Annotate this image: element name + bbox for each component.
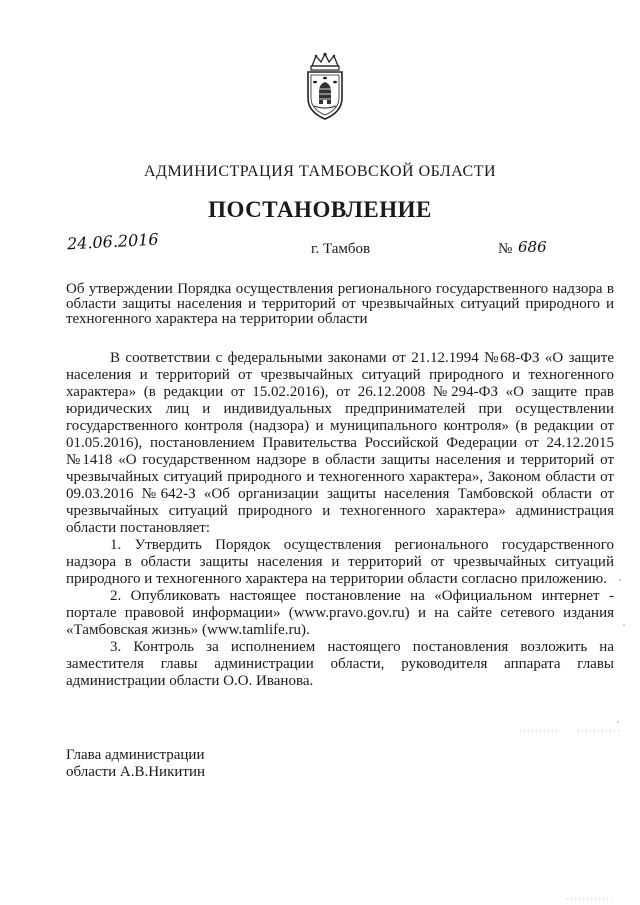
organization-name: АДМИНИСТРАЦИЯ ТАМБОВСКОЙ ОБЛАСТИ <box>143 163 497 180</box>
handwritten-document-number: 686 <box>518 238 547 256</box>
item-3-paragraph: 3. Контроль за исполнением настоящего постановления возложить на заместителя главы администрации области, руководителя аппарата главы администрации области О.О. Иванова. <box>66 639 614 689</box>
signer-name: области А.В.Никитин <box>66 764 206 780</box>
handwritten-date: 24.06.2016 <box>66 229 160 254</box>
item-2-paragraph: 2. Опубликовать настоящее постановление на «Официальном интернет - портале правовой информации» (www.pravo.gov.ru) и на сайте сетевого издания «Тамбовская жизнь» (www.tamlife.ru). <box>66 588 614 638</box>
document-number-label: № <box>498 241 513 257</box>
document-type-title: ПОСТАНОВЛЕНИЕ <box>208 197 432 222</box>
item-1-paragraph: 1. Утвердить Порядок осуществления регионального государственного надзора в области защиты населения и территорий от чрезвычайных ситуаций природного и техногенного характера на территории области согласно приложению. <box>66 537 614 587</box>
signer-position: Глава администрации <box>66 747 205 763</box>
preamble-paragraph: В соответствии с федеральными законами от 21.12.1994 №68-ФЗ «О защите населения и территорий от чрезвычайных ситуаций природного и техногенного характера» (в редакции от 15.02.2016), от 26.12.2008 №294-ФЗ «О защите прав юридических лиц и индивидуальных предпринимателей при осуществлении государственного контроля (надзора) и муниципального контроля» (в редакции от 01.05.2016), постановлением Правительства Российской Федерации от 24.12.2015 №1418 «О государственном надзоре в области защиты населения и территорий от чрезвычайных ситуаций природного и техногенного характера», Законом области от 09.03.2016 №642-З «Об организации защиты населения Тамбовской области от чрезвычайных ситуаций природного и техногенного характера» администрация области постановляет: <box>66 350 614 536</box>
document-subject: Об утверждении Порядка осуществления регионального государственного надзора в области защиты населения и территорий от чрезвычайных ситуаций природного и техногенного характера на территории области <box>66 281 614 327</box>
city-name: г. Тамбов <box>311 241 371 257</box>
